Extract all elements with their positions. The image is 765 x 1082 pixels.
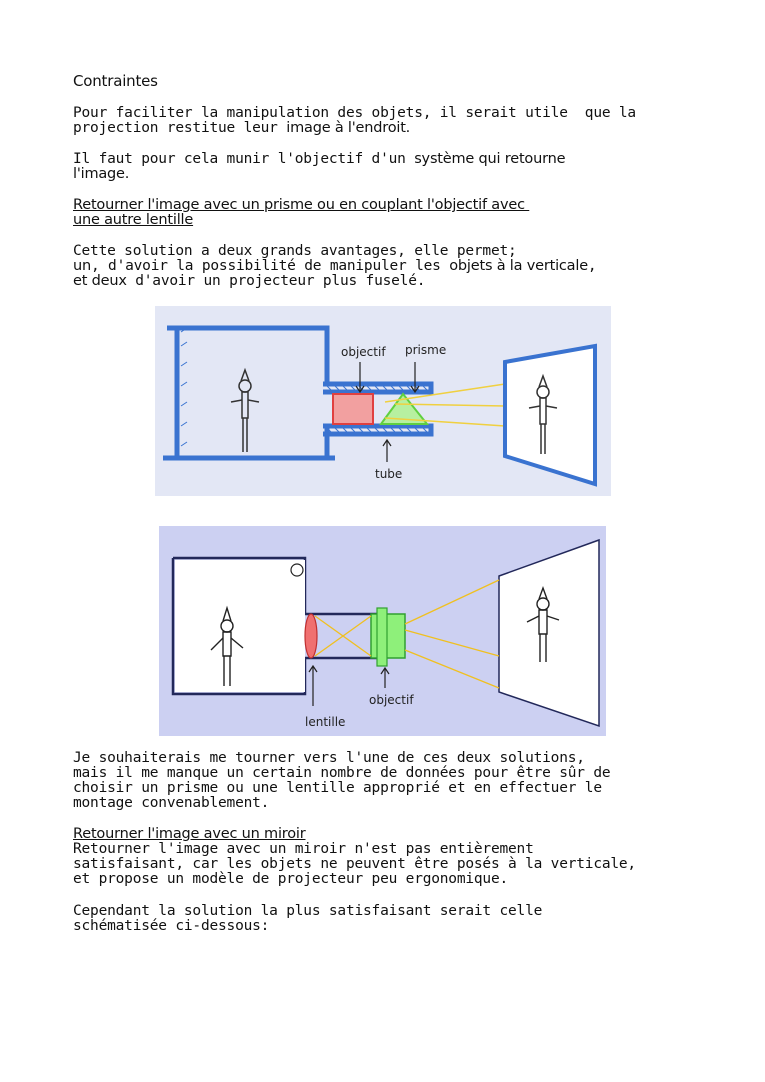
para1-bold: image à l'endroit. [286, 120, 411, 136]
figure-lens-projector [159, 526, 606, 736]
para1-text: projection restitue leur [73, 120, 287, 136]
label-objectif-2: objectif [369, 693, 414, 707]
section1-title-line2: une autre lentille [73, 212, 194, 228]
para1-line2 [73, 121, 410, 136]
label-lentille: lentille [305, 715, 346, 729]
figure-prism-projector [155, 306, 611, 496]
para4-line1: Cependant la solution la plus satisfaisant serait celle [73, 903, 543, 919]
label-objectif: objectif [341, 345, 386, 359]
section2-line2: satisfaisant, car les objets ne peuvent être posés à la verticale, [73, 856, 636, 872]
bold-objets: objets à la verticale [449, 258, 588, 274]
para2-line1 [73, 152, 565, 167]
section1-title-line1: Retourner l'image avec un prisme ou en couplant l'objectif avec [73, 197, 530, 213]
para3-line2: mais il me manque un certain nombre de données pour être sûr de [73, 765, 611, 781]
para2-bold: système qui retourne [414, 151, 566, 167]
bold-un: un [73, 258, 91, 274]
label-prisme: prisme [405, 343, 447, 357]
section1-line2 [73, 259, 596, 274]
para2-text: Il faut pour cela munir l'objectif d'un [73, 151, 415, 167]
section2-title: Retourner l'image avec un miroir [73, 826, 306, 842]
heading-contraintes: Contraintes [73, 72, 158, 90]
bold-et-deux: et deux [73, 273, 127, 289]
para2-line2: l'image. [73, 166, 130, 182]
label-tube: tube [375, 467, 403, 481]
section1-line2-text: , d'avoir la possibilité de manipuler les [90, 258, 450, 274]
para4-line2: schématisée ci-dessous: [73, 918, 270, 934]
para3-line1: Je souhaiterais me tourner vers l'une de ces deux solutions, [73, 750, 585, 766]
section1-line1: Cette solution a deux grands avantages, elle permet; [73, 243, 517, 259]
section1-line3 [73, 274, 425, 289]
para1-line1: Pour faciliter la manipulation des objets, il serait utile que la [73, 105, 636, 121]
section2-line1: Retourner l'image avec un miroir n'est pas entièrement [73, 841, 534, 857]
para3-line4: montage convenablement. [73, 795, 270, 811]
section1-line3-text: d'avoir un projecteur plus fuselé. [126, 273, 426, 289]
para3-line3: choisir un prisme ou une lentille approprié et en effectuer le [73, 780, 602, 796]
section2-line3: et propose un modèle de projecteur peu ergonomique. [73, 871, 509, 887]
comma: , [587, 258, 597, 274]
